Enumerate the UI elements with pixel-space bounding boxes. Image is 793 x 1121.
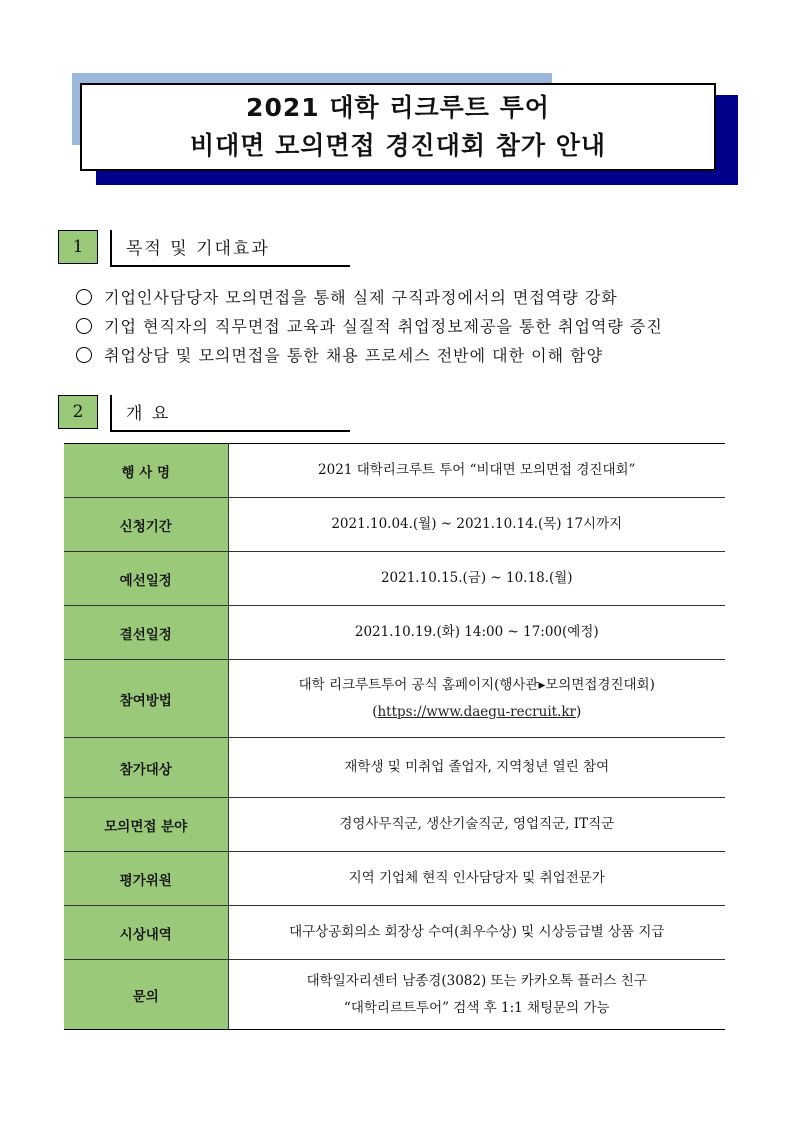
list-item [76,340,663,369]
table-row [64,852,725,906]
table-row [64,660,725,738]
purpose-list [76,282,663,369]
homepage-link[interactable]: https://www.daegu-recruit.kr [377,703,576,720]
section-divider [110,230,112,266]
table-row [64,444,725,498]
row-value: 2021.10.04.(월) ~ 2021.10.14.(목) 17시까지 [228,498,725,552]
table-row [64,798,725,852]
paren-close: ) [576,703,582,720]
title-banner [72,73,740,188]
row-label: 결선일정 [64,606,228,660]
section-1-number: 1 [58,230,98,264]
list-item-text: 취업상담 및 모의면접을 통한 채용 프로세스 전반에 대한 이해 함양 [104,346,604,365]
table-row [64,960,725,1030]
section-2-header [58,395,358,431]
row-label: 신청기간 [64,498,228,552]
row-value-line: 대학일자리센터 남종경(3082) 또는 카카오톡 플러스 친구 [306,972,647,989]
row-value-line: 대학 리크루트투어 공식 홈페이지(행사관▸모의면접경진대회) [298,676,655,693]
circle-bullet-icon [76,318,92,334]
row-value: 대구상공회의소 회장상 수여(최우수상) 및 시상등급별 상품 지급 [228,906,725,960]
circle-bullet-icon [76,347,92,363]
list-item-text: 기업인사담당자 모의면접을 통해 실제 구직과정에서의 면접역량 강화 [104,288,618,307]
title-line-1: 2021 대학 리크루트 투어 [246,93,550,122]
row-value: 2021.10.15.(금) ~ 10.18.(월) [228,552,725,606]
title-line-2: 비대면 모의면접 경진대회 참가 안내 [189,131,607,160]
table-row [64,498,725,552]
overview-table [64,443,725,1030]
list-item-text: 기업 현직자의 직무면접 교육과 실질적 취업정보제공을 통한 취업역량 증진 [104,317,663,336]
row-label: 시상내역 [64,906,228,960]
table-row [64,738,725,798]
section-2-heading: 개 요 [126,404,171,424]
list-item [76,282,663,311]
paren-open: ( [372,703,378,720]
section-underline [110,430,350,432]
table-row [64,552,725,606]
table-row [64,906,725,960]
row-value: 2021 대학리크루트 투어 “비대면 모의면접 경진대회” [228,444,725,498]
list-item [76,311,663,340]
circle-bullet-icon [76,289,92,305]
row-label: 참가대상 [64,738,228,798]
row-label: 행 사 명 [64,444,228,498]
section-1-heading: 목적 및 기대효과 [126,239,270,259]
row-label: 모의면접 분야 [64,798,228,852]
section-1-header [58,230,358,266]
row-value: 경영사무직군, 생산기술직군, 영업직군, IT직군 [228,798,725,852]
row-value-line: “대학리르트투어” 검색 후 1:1 채팅문의 가능 [343,999,610,1016]
row-value: 지역 기업체 현직 인사담당자 및 취업전문가 [228,852,725,906]
row-value [228,660,725,738]
row-label: 문의 [64,960,228,1030]
section-2-number: 2 [58,395,98,429]
row-label: 참여방법 [64,660,228,738]
row-value [228,960,725,1030]
row-value: 2021.10.19.(화) 14:00 ~ 17:00(예정) [228,606,725,660]
row-label: 평가위원 [64,852,228,906]
row-value: 재학생 및 미취업 졸업자, 지역청년 열린 참여 [228,738,725,798]
table-row [64,606,725,660]
section-underline [110,265,350,267]
title-box [80,83,716,171]
homepage-link-line [235,699,720,726]
section-divider [110,395,112,431]
row-label: 예선일정 [64,552,228,606]
